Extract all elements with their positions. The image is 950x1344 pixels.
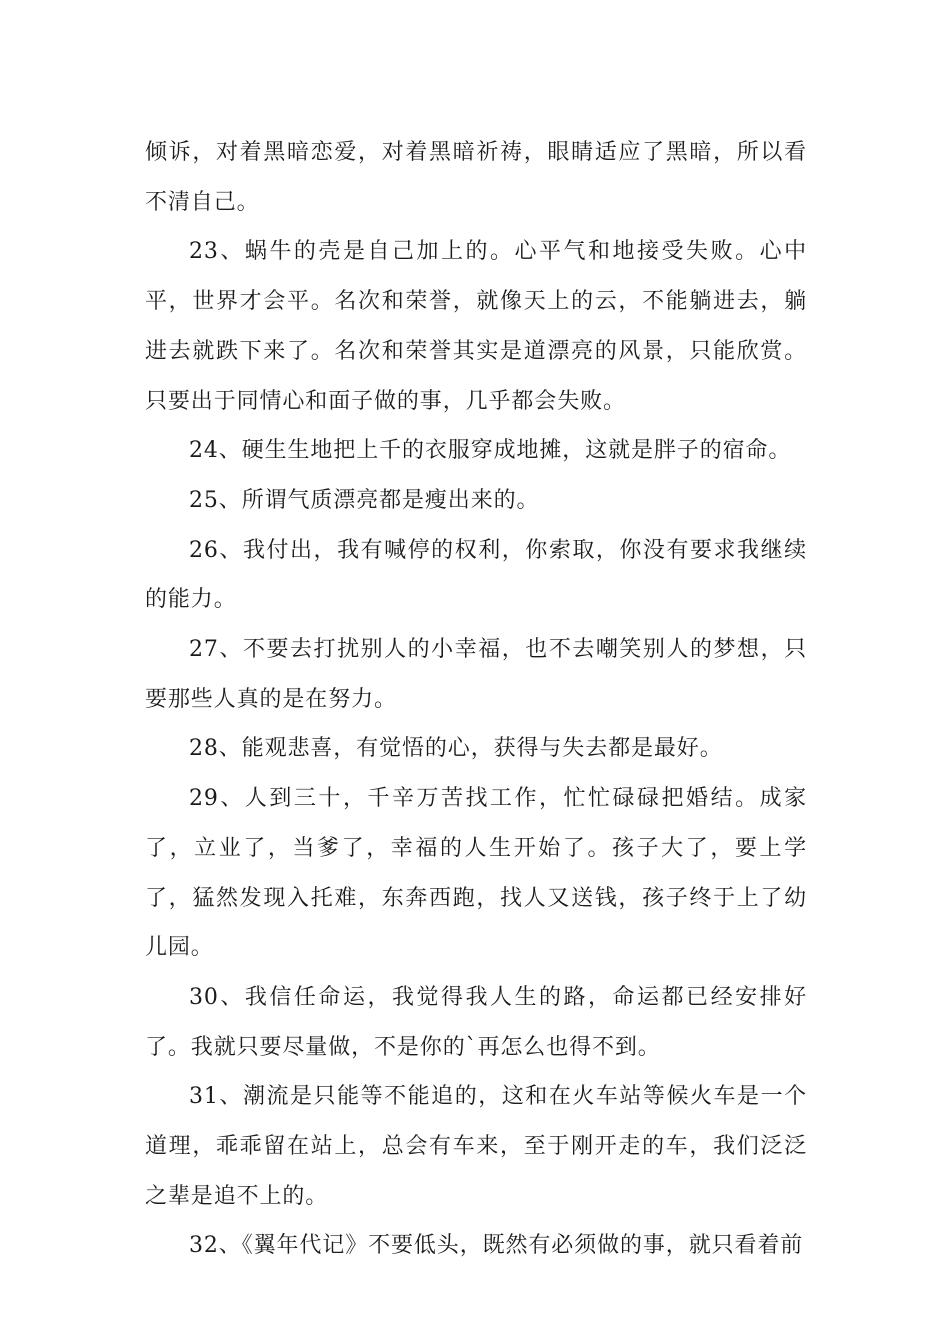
paragraph-24: 24、硬生生地把上千的衣服穿成地摊，这就是胖子的宿命。 [189, 438, 792, 464]
paragraph-26: 26、我付出，我有喊停的权利，你索取，你没有要求我继续的能力。 [145, 537, 807, 613]
paragraph-29: 29、人到三十，千辛万苦找工作，忙忙碌碌把婚结。成家了，立业了，当爹了，幸福的人生开始了。孩子大了，要上学了，猛然发现入托难，东奔西跑，找人又送钱，孩子终于上了幼儿园。 [145, 786, 807, 961]
paragraph-23: 23、蜗牛的壳是自己加上的。心平气和地接受失败。心中平，世界才会平。名次和荣誉，就像天上的云，不能躺进去，躺进去就跌下来了。名次和荣誉其实是道漂亮的风景，只能欣赏。只要出于同情心和面子做的事，几乎都会失败。 [145, 239, 807, 414]
paragraph-32: 32、《翼年代记》不要低头，既然有必须做的事，就只看着前 [189, 1233, 804, 1259]
paragraph-27: 27、不要去打扰别人的小幸福，也不去嘲笑别人的梦想，只要那些人真的是在努力。 [145, 637, 807, 712]
paragraph-30: 30、我信任命运，我觉得我人生的路，命运都已经安排好了。我就只要尽量做，不是你的`再怎么也得不到。 [145, 984, 807, 1060]
paragraph-31: 31、潮流是只能等不能追的，这和在火车站等候火车是一个道理，乖乖留在站上，总会有车来，至于刚开走的车，我们泛泛之辈是追不上的。 [145, 1084, 807, 1209]
paragraph-28: 28、能观悲喜，有觉悟的心，获得与失去都是最好。 [189, 736, 723, 762]
document-body [145, 128, 807, 1271]
paragraph-continued: 倾诉，对着黑暗恋爱，对着黑暗祈祷，眼睛适应了黑暗，所以看不清自己。 [145, 140, 807, 215]
paragraph-25: 25、所谓气质漂亮都是瘦出来的。 [189, 487, 540, 513]
